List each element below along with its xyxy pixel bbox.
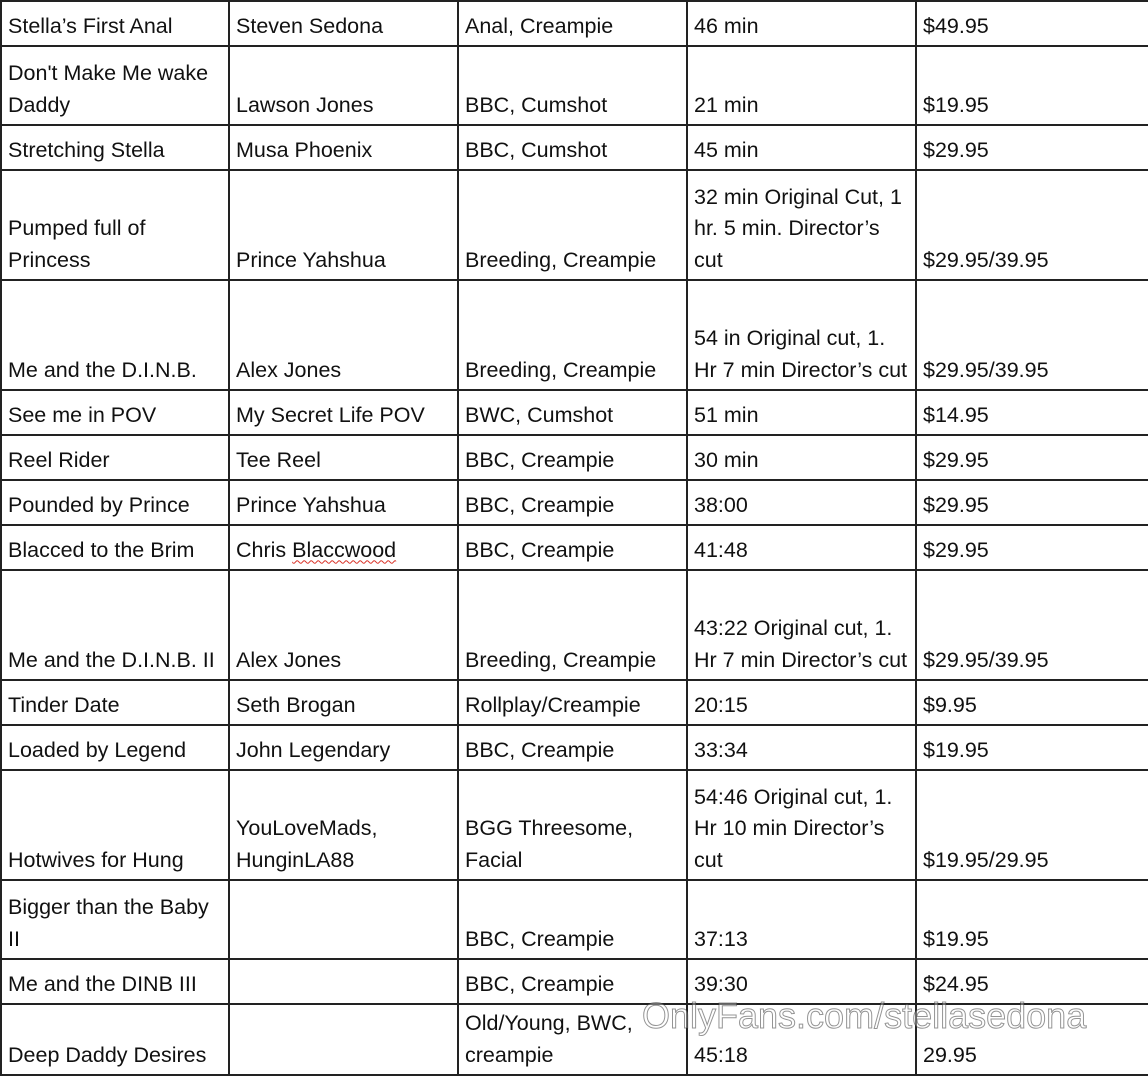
cell-title-text: Me and the D.I.N.B. <box>8 357 197 382</box>
cell-title <box>1 880 229 959</box>
cell-title-text: Reel Rider <box>8 447 110 472</box>
cell-costar-text: Musa Phoenix <box>236 137 373 162</box>
cell-costar-text: YouLoveMads, HunginLA88 <box>236 816 378 872</box>
cell-length-text: 54:46 Original cut, 1. Hr 10 min Director’s cut <box>694 784 893 872</box>
table-body <box>1 1 1148 1075</box>
cell-costar <box>229 390 458 435</box>
cell-costar-text: Alex Jones <box>236 647 342 672</box>
table-row <box>1 680 1148 725</box>
cell-tags-text: Rollplay/Creampie <box>465 692 641 717</box>
cell-costar-text: My Secret Life POV <box>236 402 425 427</box>
cell-length <box>687 570 916 680</box>
cell-price <box>916 480 1148 525</box>
cell-price-text: $29.95 <box>923 492 989 517</box>
cell-costar-text: Chris Blaccwood <box>236 537 397 562</box>
cell-costar <box>229 525 458 570</box>
cell-length <box>687 725 916 770</box>
cell-tags <box>458 480 687 525</box>
cell-price-text: $19.95 <box>923 92 989 117</box>
cell-title-text: Bigger than the Baby II <box>8 895 209 951</box>
cell-length-text: 37:13 <box>694 926 748 951</box>
cell-title <box>1 680 229 725</box>
cell-price <box>916 125 1148 170</box>
cell-price-text: $29.95 <box>923 137 989 162</box>
cell-costar <box>229 125 458 170</box>
cell-tags <box>458 959 687 1004</box>
cell-costar <box>229 435 458 480</box>
table-row <box>1 725 1148 770</box>
cell-title <box>1 725 229 770</box>
cell-costar-text: John Legendary <box>236 737 391 762</box>
table-row <box>1 435 1148 480</box>
cell-length <box>687 46 916 125</box>
cell-title <box>1 435 229 480</box>
cell-tags-text: Old/Young, BWC, creampie <box>465 1011 633 1067</box>
cell-tags-text: BGG Threesome, Facial <box>465 816 634 872</box>
cell-tags <box>458 725 687 770</box>
cell-title-text: Don't Make Me wake Daddy <box>8 61 209 117</box>
cell-length-text: 32 min Original Cut, 1 hr. 5 min. Director’s cut <box>694 184 902 272</box>
cell-tags <box>458 280 687 390</box>
table-row <box>1 770 1148 880</box>
cell-tags-text: BBC, Cumshot <box>465 137 608 162</box>
cell-price-text: $49.95 <box>923 13 989 38</box>
cell-price-text: 29.95 <box>923 1042 977 1067</box>
cell-length <box>687 480 916 525</box>
table-row <box>1 570 1148 680</box>
cell-price <box>916 525 1148 570</box>
cell-title-text: Blacced to the Brim <box>8 537 195 562</box>
cell-title-text: Loaded by Legend <box>8 737 187 762</box>
cell-price <box>916 280 1148 390</box>
cell-tags-text: Breeding, Creampie <box>465 647 657 672</box>
cell-costar-text: Steven Sedona <box>236 13 384 38</box>
cell-tags <box>458 1004 687 1075</box>
cell-title <box>1 280 229 390</box>
cell-tags-text: Anal, Creampie <box>465 13 614 38</box>
table-row <box>1 390 1148 435</box>
cell-length <box>687 280 916 390</box>
cell-price <box>916 390 1148 435</box>
table-row <box>1 880 1148 959</box>
cell-tags <box>458 570 687 680</box>
cell-price-text: $24.95 <box>923 971 989 996</box>
cell-title-text: Me and the DINB III <box>8 971 197 996</box>
cell-length-text: 33:34 <box>694 737 748 762</box>
cell-title-text: Hotwives for Hung <box>8 847 184 872</box>
cell-tags <box>458 46 687 125</box>
cell-price <box>916 1004 1148 1075</box>
cell-length-text: 39:30 <box>694 971 748 996</box>
cell-price-text: $29.95 <box>923 447 989 472</box>
cell-tags-text: BBC, Creampie <box>465 737 615 762</box>
cell-tags <box>458 435 687 480</box>
table-row <box>1 1 1148 46</box>
cell-costar-text: Alex Jones <box>236 357 342 382</box>
cell-price-text: $19.95/29.95 <box>923 847 1049 872</box>
cell-price-text: $14.95 <box>923 402 989 427</box>
cell-costar <box>229 480 458 525</box>
cell-costar <box>229 570 458 680</box>
cell-costar-text: Prince Yahshua <box>236 247 386 272</box>
cell-length-text: 45 min <box>694 137 759 162</box>
cell-title-text: Pounded by Prince <box>8 492 190 517</box>
cell-length <box>687 680 916 725</box>
cell-title <box>1 1 229 46</box>
cell-tags-text: BBC, Cumshot <box>465 92 608 117</box>
cell-tags-text: BBC, Creampie <box>465 971 615 996</box>
cell-tags-text: Breeding, Creampie <box>465 247 657 272</box>
cell-length-text: 20:15 <box>694 692 748 717</box>
cell-title-text: Me and the D.I.N.B. II <box>8 647 215 672</box>
cell-title <box>1 525 229 570</box>
cell-length <box>687 1004 916 1075</box>
cell-length-text: 54 in Original cut, 1. Hr 7 min Director’s cut <box>694 326 908 382</box>
cell-title <box>1 570 229 680</box>
cell-tags <box>458 170 687 280</box>
cell-length <box>687 390 916 435</box>
cell-costar <box>229 46 458 125</box>
cell-price-text: $29.95 <box>923 537 989 562</box>
cell-title <box>1 770 229 880</box>
cell-tags-text: BBC, Creampie <box>465 926 615 951</box>
cell-title-text: Deep Daddy Desires <box>8 1042 207 1067</box>
cell-title-text: Stretching Stella <box>8 137 165 162</box>
cell-costar-text: Prince Yahshua <box>236 492 386 517</box>
cell-tags <box>458 770 687 880</box>
cell-length <box>687 525 916 570</box>
cell-title <box>1 170 229 280</box>
cell-length-text: 43:22 Original cut, 1. Hr 7 min Director’s cut <box>694 616 908 672</box>
cell-costar <box>229 170 458 280</box>
cell-price <box>916 1 1148 46</box>
cell-title-text: Tinder Date <box>8 692 120 717</box>
cell-title-text: Pumped full of Princess <box>8 216 146 272</box>
table-row <box>1 280 1148 390</box>
cell-tags <box>458 125 687 170</box>
cell-price-text: $19.95 <box>923 926 989 951</box>
cell-costar <box>229 959 458 1004</box>
cell-price <box>916 46 1148 125</box>
cell-price <box>916 680 1148 725</box>
cell-tags-text: Breeding, Creampie <box>465 357 657 382</box>
watermark-text: OnlyFans.com/stellasedona <box>642 995 1087 1036</box>
cell-length <box>687 959 916 1004</box>
cell-title-text: See me in POV <box>8 402 157 427</box>
cell-price <box>916 770 1148 880</box>
cell-price <box>916 170 1148 280</box>
table-row <box>1 959 1148 1004</box>
table-row <box>1 125 1148 170</box>
cell-length <box>687 435 916 480</box>
cell-length-text: 45:18 <box>694 1042 748 1067</box>
cell-price <box>916 880 1148 959</box>
table-row <box>1 480 1148 525</box>
cell-costar <box>229 280 458 390</box>
cell-price <box>916 959 1148 1004</box>
cell-tags-text: BWC, Cumshot <box>465 402 614 427</box>
cell-tags <box>458 680 687 725</box>
cell-tags <box>458 390 687 435</box>
cell-length <box>687 880 916 959</box>
cell-price-text: $9.95 <box>923 692 977 717</box>
cell-price-text: $19.95 <box>923 737 989 762</box>
cell-length <box>687 170 916 280</box>
table-row <box>1 525 1148 570</box>
cell-title <box>1 390 229 435</box>
cell-length-text: 51 min <box>694 402 759 427</box>
cell-tags <box>458 880 687 959</box>
cell-length <box>687 1 916 46</box>
cell-length-text: 30 min <box>694 447 759 472</box>
cell-costar-text: Lawson Jones <box>236 92 374 117</box>
cell-length <box>687 770 916 880</box>
cell-tags-text: BBC, Creampie <box>465 537 615 562</box>
cell-price <box>916 725 1148 770</box>
cell-costar-text: Seth Brogan <box>236 692 356 717</box>
cell-price-text: $29.95/39.95 <box>923 247 1049 272</box>
cell-title <box>1 959 229 1004</box>
cell-tags <box>458 1 687 46</box>
cell-costar <box>229 770 458 880</box>
cell-costar <box>229 1004 458 1075</box>
table-row <box>1 170 1148 280</box>
cell-tags <box>458 525 687 570</box>
cell-length <box>687 125 916 170</box>
cell-costar <box>229 1 458 46</box>
cell-title <box>1 46 229 125</box>
cell-length-text: 46 min <box>694 13 759 38</box>
cell-costar <box>229 880 458 959</box>
table-row <box>1 46 1148 125</box>
cell-tags-text: BBC, Creampie <box>465 447 615 472</box>
cell-length-text: 38:00 <box>694 492 748 517</box>
cell-title <box>1 125 229 170</box>
cell-price <box>916 435 1148 480</box>
cell-price-text: $29.95/39.95 <box>923 357 1049 382</box>
cell-price <box>916 570 1148 680</box>
cell-costar-text: Tee Reel <box>236 447 321 472</box>
table-row <box>1 1004 1148 1075</box>
cell-length-text: 41:48 <box>694 537 748 562</box>
cell-title-text: Stella’s First Anal <box>8 13 173 38</box>
cell-costar <box>229 725 458 770</box>
cell-price-text: $29.95/39.95 <box>923 647 1049 672</box>
cell-title <box>1 1004 229 1075</box>
cell-costar <box>229 680 458 725</box>
cell-title <box>1 480 229 525</box>
cell-tags-text: BBC, Creampie <box>465 492 615 517</box>
cell-length-text: 21 min <box>694 92 759 117</box>
